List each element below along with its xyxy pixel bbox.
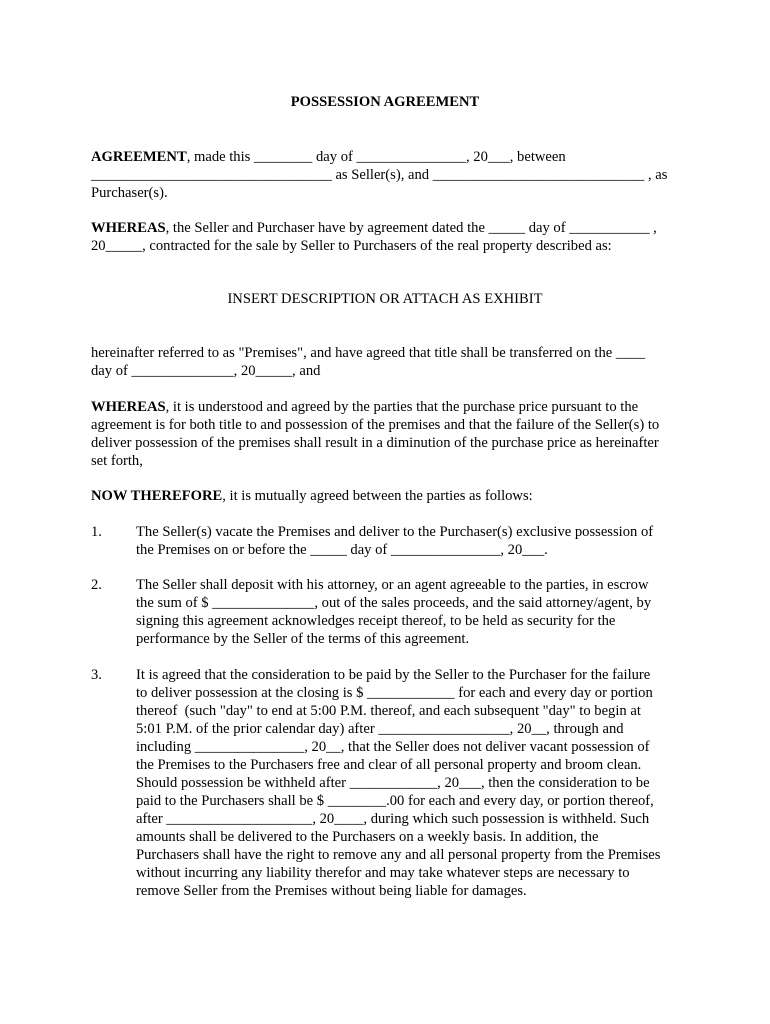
intro-line-1 bbox=[91, 148, 566, 166]
hereinafter-line-2: day of ______________, 20_____, and bbox=[91, 363, 321, 379]
intro-line-3: Purchaser(s). bbox=[91, 185, 168, 201]
item-1-number: 1. bbox=[91, 524, 102, 540]
item-3-line: remove Seller from the Premises without being liable for damages. bbox=[136, 883, 527, 899]
item-3-line: 5:01 P.M. of the prior calendar day) after __________________, 20__, through and bbox=[136, 721, 624, 737]
now-therefore-line bbox=[91, 487, 533, 505]
whereas-2-line-1 bbox=[91, 398, 638, 416]
item-3-number: 3. bbox=[91, 667, 102, 683]
item-3-line: to deliver possession at the closing is $ ____________ for each and every day or portion bbox=[136, 685, 653, 701]
item-2-line: signing this agreement acknowledges receipt thereof, to be held as security for the bbox=[136, 613, 616, 629]
item-1-line: The Seller(s) vacate the Premises and deliver to the Purchaser(s) exclusive possession of bbox=[136, 524, 654, 540]
whereas-1-line-1 bbox=[91, 219, 657, 237]
now-therefore-text: , it is mutually agreed between the parties as follows: bbox=[222, 488, 533, 504]
item-1-line: the Premises on or before the _____ day of _______________, 20___. bbox=[136, 542, 548, 558]
insert-description: INSERT DESCRIPTION OR ATTACH AS EXHIBIT bbox=[227, 291, 543, 307]
whereas-2-line-1-text: , it is understood and agreed by the parties that the purchase price pursuant to the bbox=[165, 399, 639, 415]
intro-line-2: _________________________________ as Seller(s), and _____________________________ , as bbox=[91, 167, 668, 183]
agreement-label: AGREEMENT bbox=[91, 149, 187, 165]
item-3-line: Should possession be withheld after ____________, 20___, then the consideration to be bbox=[136, 775, 650, 791]
item-3-line: thereof (such "day" to end at 5:00 P.M. thereof, and each subsequent "day" to begin at bbox=[136, 703, 641, 719]
item-3-line: Purchasers shall have the right to remove any and all personal property from the Premises bbox=[136, 847, 661, 863]
whereas-1-line-2: 20_____, contracted for the sale by Seller to Purchasers of the real property described as: bbox=[91, 238, 612, 254]
item-3-line: paid to the Purchasers shall be $ ________.00 for each and every day, or portion thereof, bbox=[136, 793, 654, 809]
item-3-line: including _______________, 20__, that the Seller does not deliver vacant possession of bbox=[136, 739, 650, 755]
now-therefore-label: NOW THEREFORE bbox=[91, 488, 223, 504]
item-2-number: 2. bbox=[91, 577, 102, 593]
whereas-2-line-4: set forth, bbox=[91, 453, 143, 469]
item-3-line: It is agreed that the consideration to be paid by the Seller to the Purchaser for the failure bbox=[136, 667, 651, 683]
whereas-1-label: WHEREAS bbox=[91, 220, 166, 236]
item-3-line: the Premises to the Purchasers free and clear of all personal property and broom clean. bbox=[136, 757, 642, 773]
hereinafter-line-1: hereinafter referred to as "Premises", and have agreed that title shall be transferred on the ____ bbox=[91, 345, 646, 361]
intro-line-1-text: , made this ________ day of _______________, 20___, between bbox=[186, 149, 566, 165]
item-2-line: performance by the Seller of the terms of this agreement. bbox=[136, 631, 470, 647]
document-title: POSSESSION AGREEMENT bbox=[290, 94, 480, 110]
item-2-line: The Seller shall deposit with his attorney, or an agent agreeable to the parties, in escrow bbox=[136, 577, 649, 593]
item-2-line: the sum of $ ______________, out of the sales proceeds, and the said attorney/agent, by bbox=[136, 595, 652, 611]
item-3-line: without incurring any liability therefor and may take whatever steps are necessary to bbox=[136, 865, 630, 881]
whereas-2-line-2: agreement is for both title to and possession of the premises and that the failure of the Seller(s) to bbox=[91, 417, 660, 433]
whereas-2-label: WHEREAS bbox=[91, 399, 166, 415]
whereas-1-line-1-text: , the Seller and Purchaser have by agreement dated the _____ day of ___________ , bbox=[165, 220, 657, 236]
item-3-line: after ____________________, 20____, during which such possession is withheld. Such bbox=[136, 811, 650, 827]
item-3-line: amounts shall be delivered to the Purchasers on a weekly basis. In addition, the bbox=[136, 829, 599, 845]
whereas-2-line-3: deliver possession of the premises shall result in a diminution of the purchase price as hereinafter bbox=[91, 435, 659, 451]
